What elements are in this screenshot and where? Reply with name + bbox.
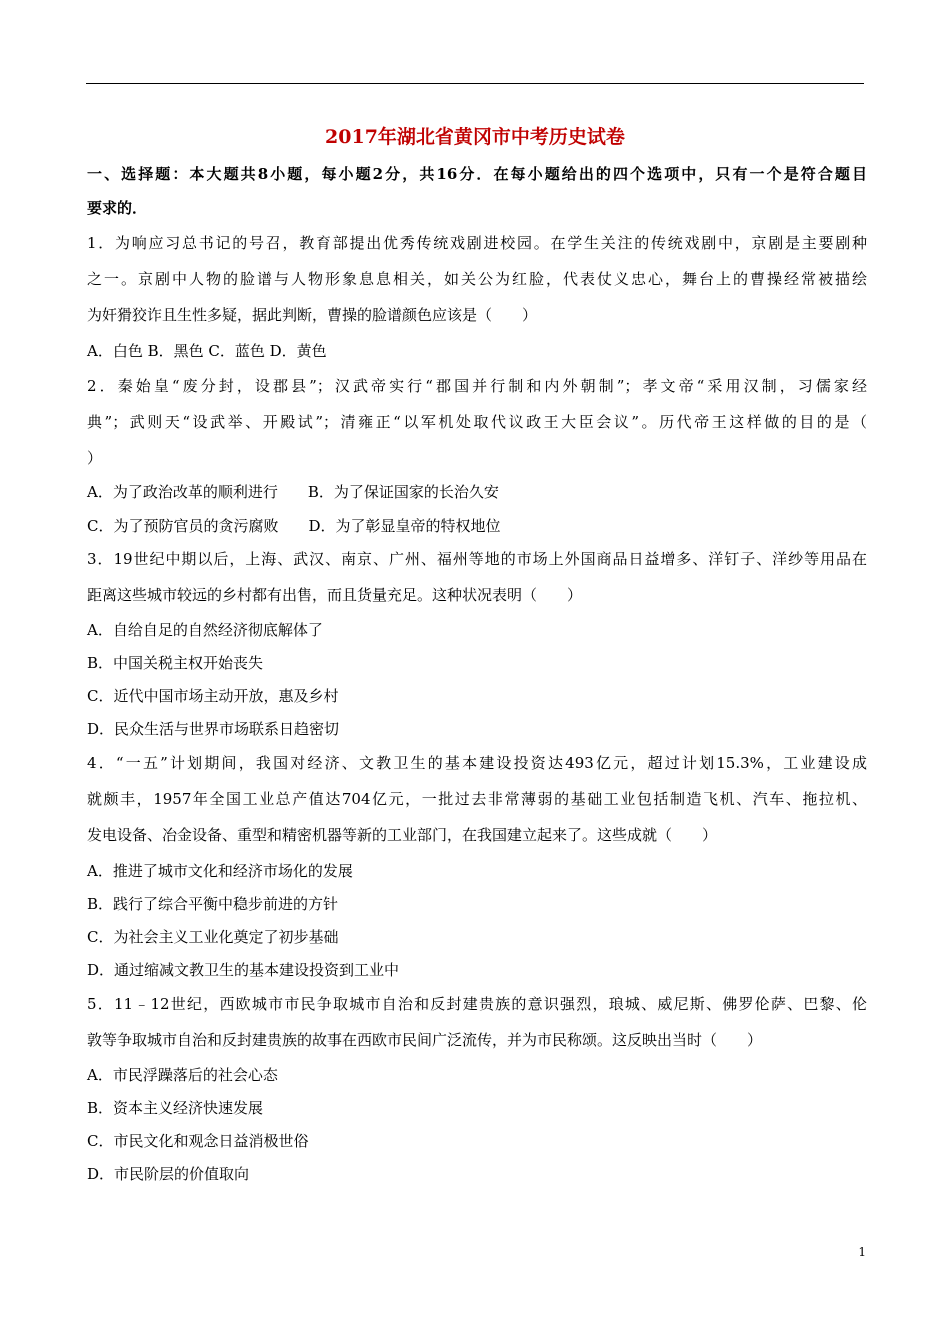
question-5-option-d: D．市民阶层的价值取向: [87, 1165, 250, 1183]
question-5-option-b: B．资本主义经济快速发展: [87, 1099, 264, 1117]
question-3-stem-line-2: 距离这些城市较远的乡村都有出售，而且货量充足。这种状况表明（ ）: [87, 586, 583, 604]
question-5-option-c: C．市民文化和观念日益消极世俗: [87, 1132, 309, 1150]
question-1-stem-line-1: 1．为响应习总书记的号召，教育部提出优秀传统戏剧进校园。在学生关注的传统戏剧中，京剧是主要剧种: [87, 234, 867, 252]
question-2-stem-line-1: 2．秦始皇“废分封，设郡县”；汉武帝实行“郡国并行制和内外朝制”；孝文帝“采用汉制，习儒家经: [87, 377, 867, 395]
question-3-option-b: B．中国关税主权开始丧失: [87, 654, 264, 672]
question-3-option-d: D．民众生活与世界市场联系日趋密切: [87, 720, 340, 738]
section-header-line-2: 要求的．: [87, 199, 148, 217]
question-5-option-a: A．市民浮躁落后的社会心态: [87, 1066, 278, 1084]
question-3-stem-line-1: 3．19世纪中期以后，上海、武汉、南京、广州、福州等地的市场上外国商品日益增多、洋钉子、洋纱等用品在: [87, 550, 867, 568]
question-4-option-d: D．通过缩减文教卫生的基本建设投资到工业中: [87, 961, 400, 979]
question-2-stem-line-3: ）: [87, 449, 103, 467]
section-header-line-1: 一、选择题：本大题共8小题，每小题2分，共16分．在每小题给出的四个选项中，只有一个是符合题目: [87, 165, 867, 183]
question-4-stem-line-1: 4．“一五”计划期间，我国对经济、文教卫生的基本建设投资达493亿元，超过计划15.3%，工业建设成: [87, 754, 867, 772]
question-2-options-line-1: A．为了政治改革的顺利进行 B．为了保证国家的长治久安: [87, 483, 499, 501]
question-3-option-c: C．近代中国市场主动开放，惠及乡村: [87, 687, 339, 705]
question-4-stem-line-2: 就颇丰，1957年全国工业总产值达704亿元，一批过去非常薄弱的基础工业包括制造飞机、汽车、拖拉机、: [87, 790, 867, 808]
question-2-stem-line-2: 典”；武则天“设武举、开殿试”；清雍正“以军机处取代议政王大臣会议”。历代帝王这样做的目的是（: [87, 413, 867, 431]
question-4-option-c: C．为社会主义工业化奠定了初步基础: [87, 928, 339, 946]
question-4-stem-line-3: 发电设备、冶金设备、重型和精密机器等新的工业部门，在我国建立起来了。这些成就（ ）: [87, 826, 718, 844]
question-1-stem-line-2: 之一。京剧中人物的脸谱与人物形象息息相关，如关公为红脸，代表仗义忠心，舞台上的曹操经常被描绘: [87, 270, 867, 288]
question-4-option-b: B．践行了综合平衡中稳步前进的方针: [87, 895, 339, 913]
exam-title: 2017年湖北省黄冈市中考历史试卷: [325, 126, 625, 148]
page-number: 1: [858, 1245, 866, 1259]
question-5-stem-line-2: 敦等争取城市自治和反封建贵族的故事在西欧市民间广泛流传，并为市民称颂。这反映出当时（ ）: [87, 1031, 763, 1049]
question-1-options: A．白色 B．黑色 C．蓝色 D．黄色: [87, 342, 327, 360]
question-2-options-line-2: C．为了预防官员的贪污腐败 D．为了彰显皇帝的特权地位: [87, 517, 501, 535]
question-5-stem-line-1: 5．11﹣12世纪，西欧城市市民争取城市自治和反封建贵族的意识强烈，琅城、威尼斯、佛罗伦萨、巴黎、伦: [87, 995, 867, 1013]
question-1-stem-line-3: 为奸猾狡诈且生性多疑，据此判断，曹操的脸谱颜色应该是（ ）: [87, 306, 538, 324]
header-rule: [86, 83, 864, 84]
question-4-option-a: A．推进了城市文化和经济市场化的发展: [87, 862, 353, 880]
question-3-option-a: A．自给自足的自然经济彻底解体了: [87, 621, 323, 639]
